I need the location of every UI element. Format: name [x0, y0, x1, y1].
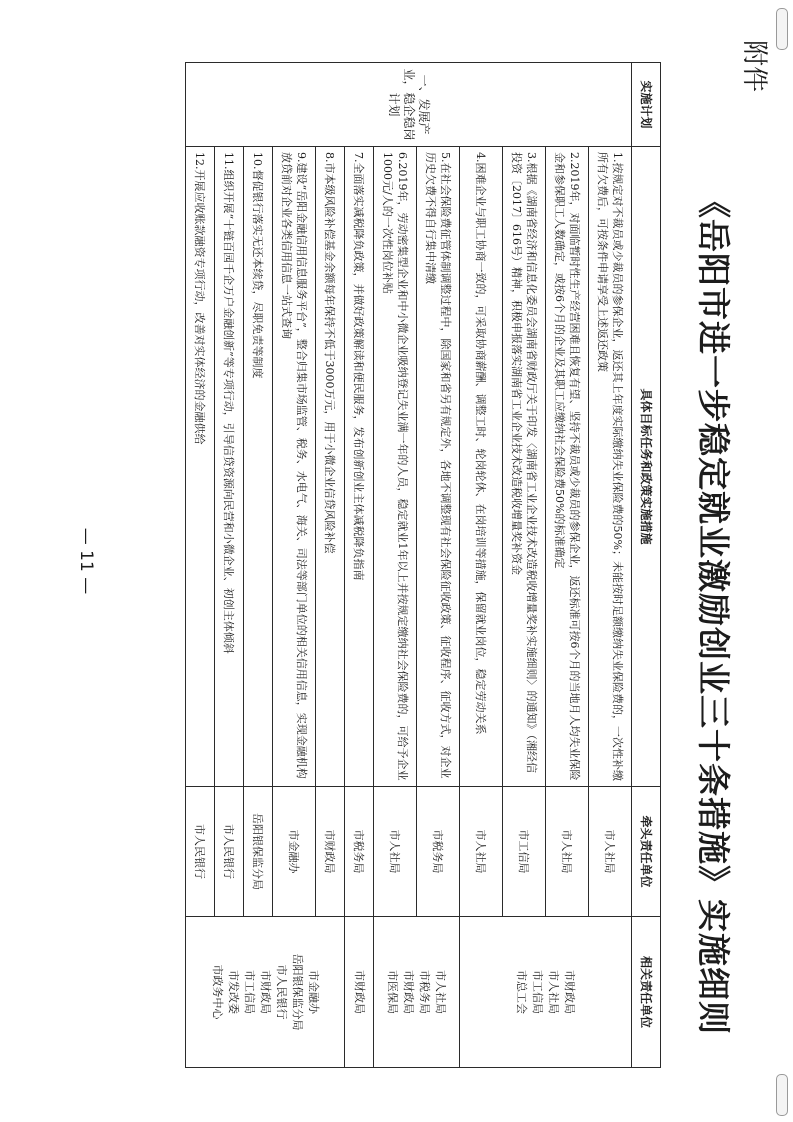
related-unit: 市工信局 [531, 970, 545, 1014]
page-title: 《岳阳市进一步稳定就业激励创业三十条措施》实施细则 [694, 185, 733, 1035]
related-unit: 市政务中心 [211, 964, 224, 1020]
related-unit: 市工信局 [243, 970, 256, 1014]
measure-cell: 9.建设“岳阳金融信用信息服务平台”，整合归集市场监管、税务、水电气、海关、司法等部门单位的相关信用信息，实现金融机构放贷前对企业各类信用信息一站式查询 [273, 147, 316, 787]
lead-unit-cell: 市人社局 [460, 787, 503, 917]
header-related-unit: 相关责任单位 [632, 917, 661, 1068]
related-units-cell [186, 917, 345, 1068]
measures-table [185, 62, 661, 1068]
lead-unit-cell: 市财政局 [316, 787, 345, 917]
lead-unit-cell: 市工信局 [503, 787, 546, 917]
related-unit: 岳阳银保监分局 [291, 953, 304, 1031]
related-unit: 市金融办 [307, 970, 320, 1014]
measure-cell: 2.2019年，对面临暂时性生产经营困难且恢复有望、坚持不裁员或少裁员的参保企业，返还标准可按6个月的当地月人均失业保险金和参保职工人数确定，或按6个月的企业及其职工应缴纳社会保险费50%的标准确定 [546, 147, 589, 787]
related-unit: 市财政局 [563, 970, 577, 1014]
related-unit: 市人民银行 [275, 964, 288, 1020]
table-row [417, 63, 460, 1068]
related-unit: 市人社局 [547, 970, 561, 1014]
measure-cell: 11.组织开展“十链百园千企万户金融创新”等专项行动，引导信贷资源向民营和小微企业、初创主体倾斜 [215, 147, 244, 787]
measure-cell: 3.根据《湖南省经济和信息化委员会湖南省财政厅关于印发〈湖南省工业企业技术改造税收增量奖补实施细则〉的通知》（湘经信投资〔2017〕616号）精神，积极申报落实湖南省工业企业技术改造税收增量奖补资金 [503, 147, 546, 787]
table-row [589, 63, 632, 1068]
header-lead-unit: 牵头责任单位 [632, 787, 661, 917]
table-header-row [632, 63, 661, 1068]
related-unit: 市财政局 [259, 970, 272, 1014]
lead-unit-cell: 岳阳银保监分局 [244, 787, 273, 917]
lead-unit-cell: 市税务局 [345, 787, 374, 917]
lead-unit-cell: 市金融办 [273, 787, 316, 917]
lead-unit-cell: 市人民银行 [186, 787, 215, 917]
related-unit: 市医保局 [386, 970, 400, 1014]
table-row [345, 63, 374, 1068]
related-unit: 市财政局 [353, 970, 366, 1014]
table-row [316, 63, 345, 1068]
lead-unit-cell: 市人社局 [546, 787, 589, 917]
related-units-cell [345, 917, 374, 1068]
lead-unit-cell: 市人民银行 [215, 787, 244, 917]
measure-cell: 4.困难企业与职工协商一致的，可采取协商薪酬、调整工时、轮岗轮休、在岗培训等措施，保留就业岗位，稳定劳动关系 [460, 147, 503, 787]
lead-unit-cell: 市人社局 [374, 787, 417, 917]
measure-cell: 5.在社会保险费征管体制调整过程中，除国家和省另有规定外，各地不调整现有社会保险征收政策、征收程序、征收方式，对企业历史欠费不得自行集中清缴 [417, 147, 460, 787]
measure-cell: 10.督促银行落实无还本续贷，尽职免责等制度 [244, 147, 273, 787]
header-measure: 具体目标任务和政策实施措施 [632, 147, 661, 787]
measure-cell: 12.开展应收账款融资专项行动，改善对实体经济的金融供给 [186, 147, 215, 787]
header-plan: 实施计划 [632, 63, 661, 147]
plan-group-cell: 一、发展产业，稳企稳岗计划 [186, 63, 632, 147]
related-unit: 市发改委 [227, 970, 240, 1014]
related-unit: 市财政局 [402, 970, 416, 1014]
related-unit: 市人社局 [434, 970, 448, 1014]
attachment-label: 附件 [739, 40, 769, 93]
related-units-cell [374, 917, 460, 1068]
related-unit: 市总工会 [515, 970, 529, 1014]
related-unit: 市税务局 [418, 970, 432, 1014]
measure-cell: 8.市本级风险补偿基金余额每年保持不低于3000万元，用于小微企业信贷风险补偿 [316, 147, 345, 787]
measure-cell: 6.2019年，劳动密集型企业和中小微企业吸纳登记失业满一年的人员，稳定就业1年以上并按规定缴纳社会保险费的，可给予企业1000元/人的一次性岗位补贴 [374, 147, 417, 787]
page-number: — 11 — [76, 527, 96, 595]
measure-cell: 1.按规定对不裁员或少裁员的参保企业，返还其上年度实际缴纳失业保险费的50%；未能按时足额缴纳失业保险费的，一次性补缴所有欠费后，可按条件申请享受上述返还政策 [589, 147, 632, 787]
lead-unit-cell: 市人社局 [589, 787, 632, 917]
measure-cell: 7.全面落实减税降负政策，并做好政策解读和便民服务，发布创新创业主体减税降负指南 [345, 147, 374, 787]
related-units-cell [460, 917, 632, 1068]
lead-unit-cell: 市税务局 [417, 787, 460, 917]
